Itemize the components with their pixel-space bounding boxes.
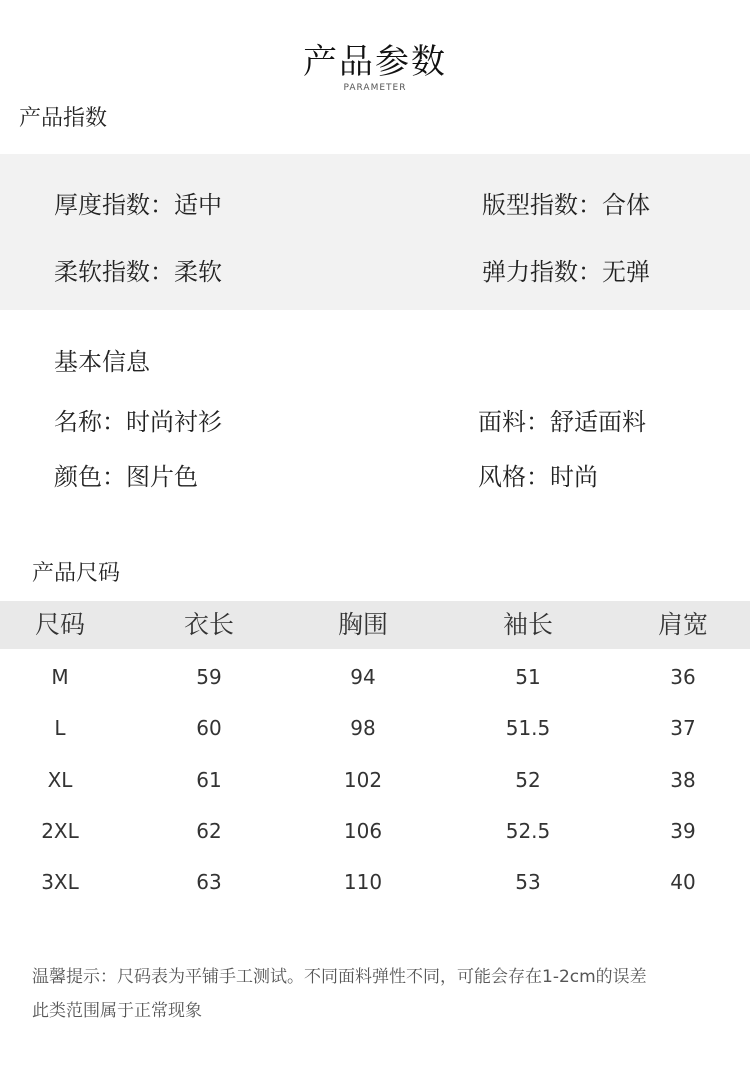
index-item-label: 厚度指数 <box>54 191 150 219</box>
index-item-value: 合体 <box>602 191 650 219</box>
basic-info-name: 名称：时尚衬衫 <box>54 408 222 436</box>
size-table-cell: 62 <box>196 819 222 843</box>
size-col-header: 衣长 <box>183 610 234 639</box>
index-item-label: 柔软指数 <box>54 258 150 286</box>
size-table-cell: M <box>51 665 69 689</box>
size-col-header: 肩宽 <box>657 610 708 639</box>
size-table-cell: 52.5 <box>505 819 551 843</box>
basic-info-value: 图片色 <box>126 463 198 491</box>
size-note-line2: 此类范围属于正常现象 <box>32 1001 202 1021</box>
size-table-cell: L <box>54 716 66 740</box>
size-table-cell: 110 <box>343 870 383 894</box>
size-table-cell: 52 <box>515 768 541 792</box>
basic-info-label: 风格 <box>478 463 526 491</box>
size-section-heading: 产品尺码 <box>32 561 121 586</box>
index-item-value: 无弹 <box>602 258 650 286</box>
basic-info-heading: 基本信息 <box>54 348 150 376</box>
index-item-value: 柔软 <box>174 258 222 286</box>
size-table-cell: 38 <box>670 768 696 792</box>
size-col-header: 尺码 <box>34 610 85 639</box>
basic-info-value: 舒适面料 <box>550 408 646 436</box>
size-note-line1: 温馨提示：尺码表为平铺手工测试。不同面料弹性不同，可能会存在1-2cm的误差 <box>32 967 647 987</box>
basic-info-label: 名称 <box>54 408 102 436</box>
basic-info-value: 时尚衬衫 <box>126 408 222 436</box>
page-subtitle: PARAMETER <box>343 83 407 93</box>
size-table-cell: 61 <box>196 768 222 792</box>
size-table-cell: 53 <box>515 870 541 894</box>
size-col-header: 袖长 <box>502 610 553 639</box>
index-item-softness: 柔软指数：柔软 <box>54 258 222 286</box>
size-table-cell: 51.5 <box>505 716 551 740</box>
basic-info-value: 时尚 <box>550 463 598 491</box>
size-table-cell: 63 <box>196 870 222 894</box>
basic-info-label: 面料 <box>478 408 526 436</box>
size-table-cell: XL <box>47 768 73 792</box>
index-item-fit: 版型指数：合体 <box>482 191 650 219</box>
size-table-cell: 51 <box>515 665 541 689</box>
index-item-label: 版型指数 <box>482 191 578 219</box>
index-item-elasticity: 弹力指数：无弹 <box>482 258 650 286</box>
index-item-value: 适中 <box>174 191 222 219</box>
basic-info-label: 颜色 <box>54 463 102 491</box>
size-table-cell: 3XL <box>41 870 79 894</box>
size-table-cell: 39 <box>670 819 696 843</box>
size-table-cell: 36 <box>670 665 696 689</box>
basic-info-style: 风格：时尚 <box>478 463 598 491</box>
basic-info-fabric: 面料：舒适面料 <box>478 408 646 436</box>
size-table-cell: 2XL <box>41 819 79 843</box>
size-table-cell: 94 <box>350 665 376 689</box>
size-table-cell: 98 <box>350 716 376 740</box>
index-section-heading: 产品指数 <box>19 106 108 131</box>
page-title: 产品参数 <box>303 42 447 82</box>
size-table-cell: 106 <box>343 819 383 843</box>
size-table-cell: 59 <box>196 665 222 689</box>
size-table-cell: 40 <box>670 870 696 894</box>
size-table-cell: 37 <box>670 716 696 740</box>
size-table-cell: 102 <box>343 768 383 792</box>
basic-info-color: 颜色：图片色 <box>54 463 198 491</box>
size-table-cell: 60 <box>196 716 222 740</box>
index-item-label: 弹力指数 <box>482 258 578 286</box>
size-col-header: 胸围 <box>337 610 388 639</box>
index-item-thickness: 厚度指数：适中 <box>54 191 222 219</box>
